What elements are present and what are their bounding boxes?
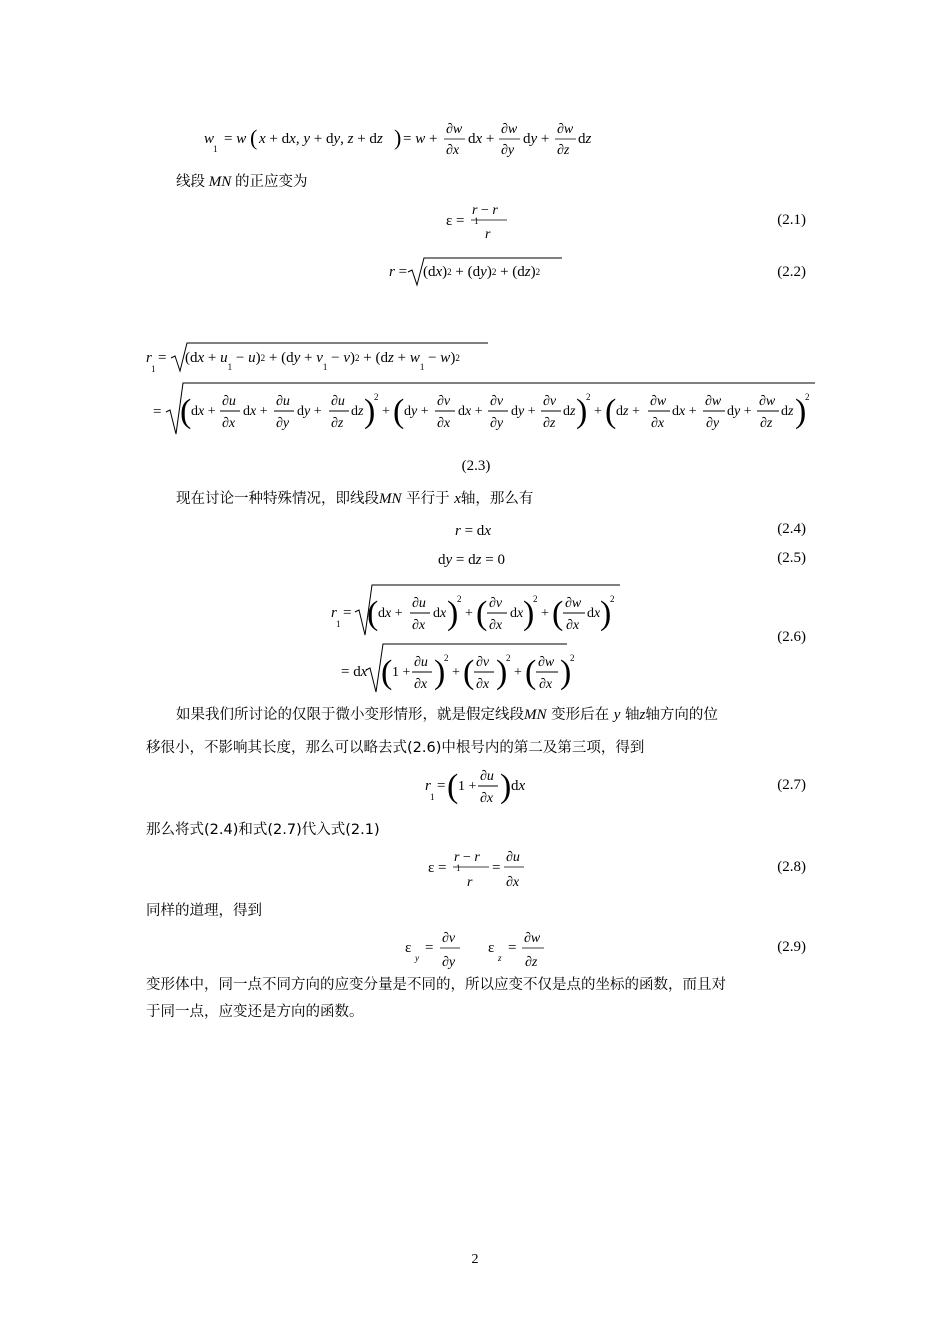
svg-text:dx: dx bbox=[511, 778, 526, 794]
equation-number: (2.1) bbox=[777, 212, 806, 228]
svg-text:dz +: dz + bbox=[616, 404, 640, 419]
svg-text:(: ( bbox=[605, 393, 617, 430]
svg-text:∂w: ∂w bbox=[446, 122, 463, 137]
svg-text:1 +: 1 + bbox=[392, 665, 411, 680]
svg-text:=: = bbox=[343, 605, 352, 621]
equation-number: (2.7) bbox=[777, 777, 806, 793]
svg-text:): ) bbox=[500, 768, 512, 805]
equation-2-5 bbox=[0, 544, 950, 574]
svg-text:z: z bbox=[498, 953, 502, 963]
svg-text:dz: dz bbox=[781, 404, 794, 419]
svg-text:(: ( bbox=[367, 595, 379, 632]
svg-text:∂x: ∂x bbox=[489, 618, 503, 633]
svg-text:ε: ε bbox=[405, 940, 412, 956]
svg-text:2: 2 bbox=[506, 653, 511, 663]
equation-number: (2.4) bbox=[777, 521, 806, 537]
svg-text:w: w bbox=[204, 131, 215, 147]
svg-text:): ) bbox=[523, 595, 535, 632]
svg-text:+: + bbox=[541, 606, 549, 621]
svg-text:∂y: ∂y bbox=[276, 416, 290, 431]
svg-text:∂u: ∂u bbox=[222, 394, 236, 409]
svg-text:r: r bbox=[467, 875, 473, 890]
svg-text:): ) bbox=[600, 595, 612, 632]
svg-text:∂x: ∂x bbox=[651, 416, 665, 431]
svg-text:∂u: ∂u bbox=[480, 769, 494, 784]
svg-text:∂y: ∂y bbox=[442, 955, 456, 970]
svg-text:∂v: ∂v bbox=[543, 394, 557, 409]
svg-text:1: 1 bbox=[456, 863, 461, 873]
svg-text:(: ( bbox=[393, 393, 405, 430]
svg-text:∂u: ∂u bbox=[331, 394, 345, 409]
svg-text:1: 1 bbox=[474, 216, 479, 226]
svg-text:∂u: ∂u bbox=[414, 655, 428, 670]
svg-text:(: ( bbox=[525, 654, 537, 691]
svg-text:dx +: dx + bbox=[243, 404, 268, 419]
svg-text:∂x: ∂x bbox=[506, 875, 520, 890]
equation-2-9 bbox=[0, 927, 950, 977]
svg-text:r: r bbox=[425, 778, 431, 794]
svg-text:∂x: ∂x bbox=[412, 618, 426, 633]
svg-text:(: ( bbox=[447, 768, 459, 805]
paragraph-special-case: 现在讨论一种特殊情况，即线段MN 平行于 x轴，那么有 bbox=[176, 491, 534, 507]
equation-number: (2.5) bbox=[777, 550, 806, 566]
svg-text:∂x: ∂x bbox=[437, 416, 451, 431]
svg-text:2: 2 bbox=[444, 653, 449, 663]
paragraph-conclusion-line2: 于同一点，应变还是方向的函数。 bbox=[146, 1004, 364, 1020]
svg-text:r − r: r − r bbox=[454, 850, 480, 865]
svg-text:∂y: ∂y bbox=[501, 143, 515, 158]
svg-text:): ) bbox=[496, 654, 508, 691]
svg-text:= dx: = dx bbox=[341, 664, 368, 680]
svg-text:∂u: ∂u bbox=[412, 596, 426, 611]
svg-text:): ) bbox=[364, 393, 376, 430]
svg-text:∂u: ∂u bbox=[276, 394, 290, 409]
svg-text:= w +: = w + bbox=[403, 131, 438, 147]
svg-text:1: 1 bbox=[213, 144, 218, 154]
svg-text:+: + bbox=[465, 606, 473, 621]
svg-text:∂z: ∂z bbox=[525, 955, 538, 970]
svg-text:∂w: ∂w bbox=[538, 655, 555, 670]
svg-text:+: + bbox=[452, 665, 460, 680]
svg-text:(: ( bbox=[381, 654, 393, 691]
paragraph-strain-intro: 线段 MN 的正应变为 bbox=[176, 174, 308, 190]
svg-text:dx +: dx + bbox=[468, 131, 495, 147]
equation-number: (2.3) bbox=[461, 458, 491, 474]
svg-text:=: = bbox=[153, 404, 162, 420]
equation-number: (2.8) bbox=[777, 859, 806, 875]
paragraph-small-deformation-line2: 移很小，不影响其长度，那么可以略去式(2.6)中根号内的第二及第三项，得到 bbox=[146, 740, 645, 756]
svg-text:dy +: dy + bbox=[404, 404, 429, 419]
svg-text:∂z: ∂z bbox=[760, 416, 773, 431]
svg-text:(dx + u1 − u)2 + (dy + v1 − v): $(dx + u_1 - u)2 + (dy + v_1 - v)2 + (dz + w_1 - w)2$ bbox=[185, 350, 460, 372]
svg-text:1: 1 bbox=[430, 792, 435, 802]
svg-text:r: r bbox=[146, 350, 152, 366]
svg-text:∂z: ∂z bbox=[331, 416, 344, 431]
svg-text:ε: ε bbox=[488, 940, 495, 956]
paragraph-conclusion-line1: 变形体中，同一点不同方向的应变分量是不同的，所以应变不仅是点的坐标的函数，而且对 bbox=[146, 977, 726, 993]
svg-text:dy +: dy + bbox=[297, 404, 322, 419]
svg-text:r: r bbox=[485, 227, 491, 242]
svg-text:dz: dz bbox=[563, 404, 576, 419]
svg-text:1: 1 bbox=[336, 619, 341, 629]
svg-text:): ) bbox=[795, 393, 807, 430]
svg-text:=: = bbox=[158, 350, 167, 366]
svg-text:∂w: ∂w bbox=[524, 931, 541, 946]
svg-text:(: ( bbox=[250, 125, 258, 150]
svg-text:∂v: ∂v bbox=[437, 394, 451, 409]
equation-2-7 bbox=[0, 763, 950, 813]
svg-text:=: = bbox=[492, 860, 501, 876]
svg-text:∂v: ∂v bbox=[490, 394, 504, 409]
svg-text:+: + bbox=[382, 404, 390, 419]
svg-text:dx +: dx + bbox=[672, 404, 697, 419]
svg-text:∂x: ∂x bbox=[476, 677, 490, 692]
svg-text:=: = bbox=[508, 940, 517, 956]
svg-text:(: ( bbox=[476, 595, 488, 632]
svg-text:(: ( bbox=[180, 393, 192, 430]
svg-text:dx: dx bbox=[433, 606, 447, 621]
svg-text:∂v: ∂v bbox=[442, 931, 456, 946]
paragraph-substitute: 那么将式(2.4)和式(2.7)代入式(2.1) bbox=[146, 822, 380, 838]
svg-text:): ) bbox=[576, 393, 588, 430]
svg-text:2: 2 bbox=[805, 392, 810, 402]
svg-text:∂w: ∂w bbox=[705, 394, 722, 409]
svg-text:∂w: ∂w bbox=[565, 596, 582, 611]
svg-text:= w: = w bbox=[224, 131, 247, 147]
svg-text:1 +: 1 + bbox=[458, 779, 477, 794]
svg-text:): ) bbox=[434, 654, 446, 691]
svg-text:r =: r = bbox=[389, 264, 408, 280]
svg-text:∂z: ∂z bbox=[543, 416, 556, 431]
svg-text:): ) bbox=[447, 595, 459, 632]
svg-text:ε =: ε = bbox=[446, 213, 465, 229]
svg-text:∂w: ∂w bbox=[650, 394, 667, 409]
equation-number: (2.2) bbox=[777, 264, 806, 280]
svg-text:r − r: r − r bbox=[472, 203, 498, 218]
svg-text:dx: dx bbox=[587, 606, 601, 621]
svg-text:∂x: ∂x bbox=[566, 618, 580, 633]
svg-text:∂u: ∂u bbox=[506, 850, 520, 865]
equation-2-3 bbox=[0, 338, 950, 438]
svg-text:∂x: ∂x bbox=[539, 677, 553, 692]
equation-w1 bbox=[0, 115, 950, 165]
svg-text:dy = dz = 0: dy = dz = 0 bbox=[438, 552, 505, 568]
svg-text:∂x: ∂x bbox=[480, 791, 494, 806]
equation-2-6 bbox=[0, 580, 950, 695]
svg-text:dz: dz bbox=[351, 404, 364, 419]
equation-2-1 bbox=[0, 200, 950, 250]
equation-number: (2.9) bbox=[777, 939, 806, 955]
svg-text:2: 2 bbox=[457, 594, 462, 604]
svg-text:r = dx: r = dx bbox=[455, 523, 491, 539]
svg-text:1: 1 bbox=[151, 364, 156, 374]
page-number: 2 bbox=[471, 1252, 479, 1267]
equation-2-2 bbox=[0, 252, 950, 292]
svg-text:dy +: dy + bbox=[523, 131, 550, 147]
svg-text:+: + bbox=[514, 665, 522, 680]
svg-text:∂x: ∂x bbox=[446, 143, 460, 158]
svg-text:dy +: dy + bbox=[511, 404, 536, 419]
equation-2-4 bbox=[0, 515, 950, 545]
svg-text:dx +: dx + bbox=[378, 606, 403, 621]
svg-text:∂w: ∂w bbox=[501, 122, 518, 137]
svg-text:∂v: ∂v bbox=[489, 596, 503, 611]
paragraph-similarly: 同样的道理，得到 bbox=[146, 903, 262, 919]
svg-text:y: y bbox=[415, 953, 419, 963]
svg-text:+: + bbox=[594, 404, 602, 419]
svg-text:): ) bbox=[394, 125, 402, 150]
svg-text:2: 2 bbox=[610, 594, 615, 604]
svg-text:): ) bbox=[560, 654, 572, 691]
paragraph-small-deformation-line1: 如果我们所讨论的仅限于微小变形情形，就是假定线段MN 变形后在 y 轴z轴方向的位 bbox=[176, 707, 718, 723]
svg-text:2: 2 bbox=[533, 594, 538, 604]
svg-text:ε =: ε = bbox=[428, 860, 447, 876]
svg-text:∂w: ∂w bbox=[557, 122, 574, 137]
svg-text:(dx)2 + (dy)2 + (dz)2: (dx)2 + (dy)2 + (dz)2 bbox=[423, 264, 541, 280]
svg-text:=: = bbox=[425, 940, 434, 956]
svg-text:∂z: ∂z bbox=[557, 143, 570, 158]
svg-text:∂w: ∂w bbox=[759, 394, 776, 409]
svg-text:∂x: ∂x bbox=[222, 416, 236, 431]
svg-text:(: ( bbox=[463, 654, 475, 691]
svg-text:dx +: dx + bbox=[191, 404, 216, 419]
equation-number: (2.6) bbox=[777, 629, 806, 645]
svg-text:∂y: ∂y bbox=[706, 416, 720, 431]
svg-text:2: 2 bbox=[374, 392, 379, 402]
svg-text:dy +: dy + bbox=[727, 404, 752, 419]
svg-text:r: r bbox=[331, 605, 337, 621]
svg-text:2: 2 bbox=[570, 653, 575, 663]
svg-text:(: ( bbox=[552, 595, 564, 632]
svg-text:∂y: ∂y bbox=[490, 416, 504, 431]
svg-text:∂x: ∂x bbox=[414, 677, 428, 692]
svg-text:∂v: ∂v bbox=[476, 655, 490, 670]
svg-text:=: = bbox=[437, 778, 446, 794]
svg-text:x + dx, y + dy, z + dz: x + dx, y + dy, z + dz bbox=[259, 131, 383, 147]
svg-text:dx: dx bbox=[510, 606, 524, 621]
equation-2-8 bbox=[0, 846, 950, 896]
svg-text:dz: dz bbox=[578, 131, 592, 147]
svg-text:2: 2 bbox=[586, 392, 591, 402]
svg-text:dx +: dx + bbox=[458, 404, 483, 419]
